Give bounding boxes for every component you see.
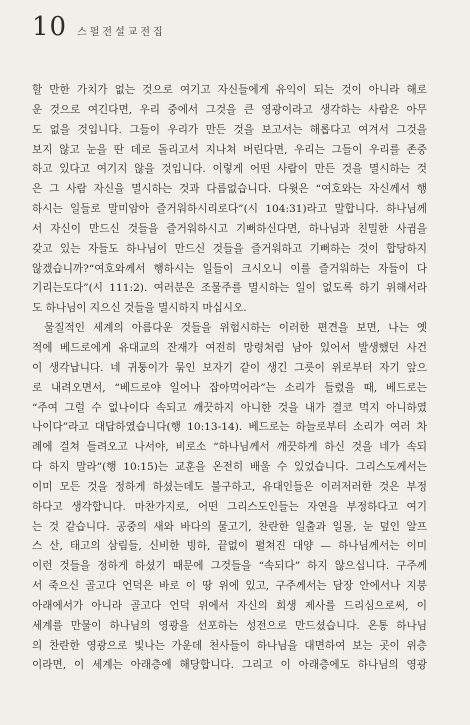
text-line: 서 죽으신 골고다 언덕은 바로 이 땅 위에 있고, 구주께서는 담장 안에서나 지붕 [32, 580, 427, 593]
text-line: 보지 않고 눈을 딴 데로 돌리고서 지나쳐 버린다면, 우리는 그들이 우리를 존중 [32, 143, 427, 156]
text-line: 세계를 만물이 하나님의 영광을 선포하는 성전으로 만드셨습니다. 온통 하나님 [32, 619, 427, 632]
text-line: 갖고 있는 자들도 하나님이 만드신 것들을 즐거워하고 기뻐하는 것이 합당하지 [32, 242, 427, 255]
text-line: 다 하지 말라”(행 10:15)는 교훈을 온전히 배울 수 있었습니다. 그리스도께서는 [32, 461, 427, 474]
text-line: 아래에서가 아니라 골고다 언덕 위에서 자신의 희생 제사를 드리심으로써, 이 [32, 599, 427, 612]
text-line: 이미 모든 것을 정하게 하셨는데도 불구하고, 유대인들은 이러저러한 것은 부정 [32, 480, 427, 493]
text-line: 하고 있다고 여기지 않을 것입니다. 이렇게 어떤 사람이 만든 것을 멸시하는 것 [32, 163, 427, 176]
text-line: 적에 베드로에게 유대교의 잔재가 여전히 망령처럼 남아 있어서 발생했던 사건 [32, 341, 427, 354]
running-head: 스펄전설교전집 [77, 27, 166, 38]
paragraph-first-line: 물질적인 세계의 아름다운 것들을 위험시하는 이러한 편견을 보면, 나는 옛 [44, 322, 427, 335]
paragraph-end-line: 도 하나님이 지으신 것들을 멸시하지 마십시오. [32, 302, 247, 315]
text-line: 서 자신이 만드신 것들을 즐거워하시고 기뻐하신다면, 하나님과 친밀한 사귐을 [32, 222, 427, 235]
text-line: 운 것으로 여긴다면, 우리 중에서 그것을 큰 영광이라고 생각하는 사람은 아무 [32, 103, 427, 116]
text-line: 로 내려오면서, “베드로야 일어나 잡아먹어라”는 소리가 들렸을 때, 베드로는 [32, 381, 427, 394]
text-line: 례에 걸쳐 들려오고 나서야, 비로소 “하나님께서 깨끗하게 하신 것을 네가 속되 [32, 441, 427, 454]
text-line: 할 만한 가치가 없는 것으로 여기고 자신들에게 유익이 되는 것이 아니라 해로 [32, 84, 427, 96]
text-line: 의 찬란한 영광으로 빛나는 가운데 천사들이 하나님을 대면하여 보는 곳이 위층 [32, 639, 427, 652]
text-line: 나이다”라고 대답하였습니다(행 10:13-14). 베드로는 하늘로부터 소리가 여러 차 [32, 421, 427, 434]
text-line: 이라면, 이 세계는 아래층에 해당합니다. 그리고 이 아래층에도 하나님의 영광 [32, 659, 427, 672]
page-header [32, 12, 166, 42]
text-line: 않겠습니까?“여호와께서 행하시는 일들이 크시오니 이를 즐거워하는 자들이 다 [32, 262, 427, 275]
text-line: 는 것 같습니다. 공중의 새와 바다의 물고기, 찬란한 일출과 일몰, 눈 덮인 알프 [32, 520, 427, 533]
text-line: 이 생각납니다. 네 귀퉁이가 묶인 보자기 같이 생긴 그릇이 위로부터 자기 앞으 [32, 361, 427, 374]
page-number: 10 [32, 12, 68, 42]
text-line: 기리는도다”(시 111:2). 여러분은 조물주를 멸시하는 일이 없도록 하기 위해서라 [32, 282, 427, 295]
text-line: 이런 것들을 정하게 하셨기 때문에 그것들을 “속되다” 하지 않으십니다. 구주께 [32, 560, 427, 573]
text-line: 하시는 일들로 말미암아 즐거워하시리로다”(시 104:31)라고 말합니다. 하나님께 [32, 203, 427, 216]
text-line: 하다고 생각합니다. 마찬가지로, 어떤 그리스도인들는 자연을 부정하다고 여기 [32, 500, 427, 513]
text-line: 도 없을 것입니다. 그들이 우리가 만든 것을 보고서는 해롭다고 여겨서 그것을 [32, 123, 427, 136]
text-line: 스 산, 태고의 삼림들, 신비한 빙하, 끝없이 펼쳐진 대양 — 하나님께서는 이미 [32, 540, 427, 553]
text-line: 은 그 사람 자신을 멸시하는 것과 다름없습니다. 다윗은 “여호와는 자신께서 행 [32, 183, 427, 196]
body-text [32, 81, 427, 676]
text-line: “주여 그럴 수 없나이다 속되고 깨끗하지 아니한 것을 내가 결코 먹지 아니하였 [32, 401, 427, 414]
